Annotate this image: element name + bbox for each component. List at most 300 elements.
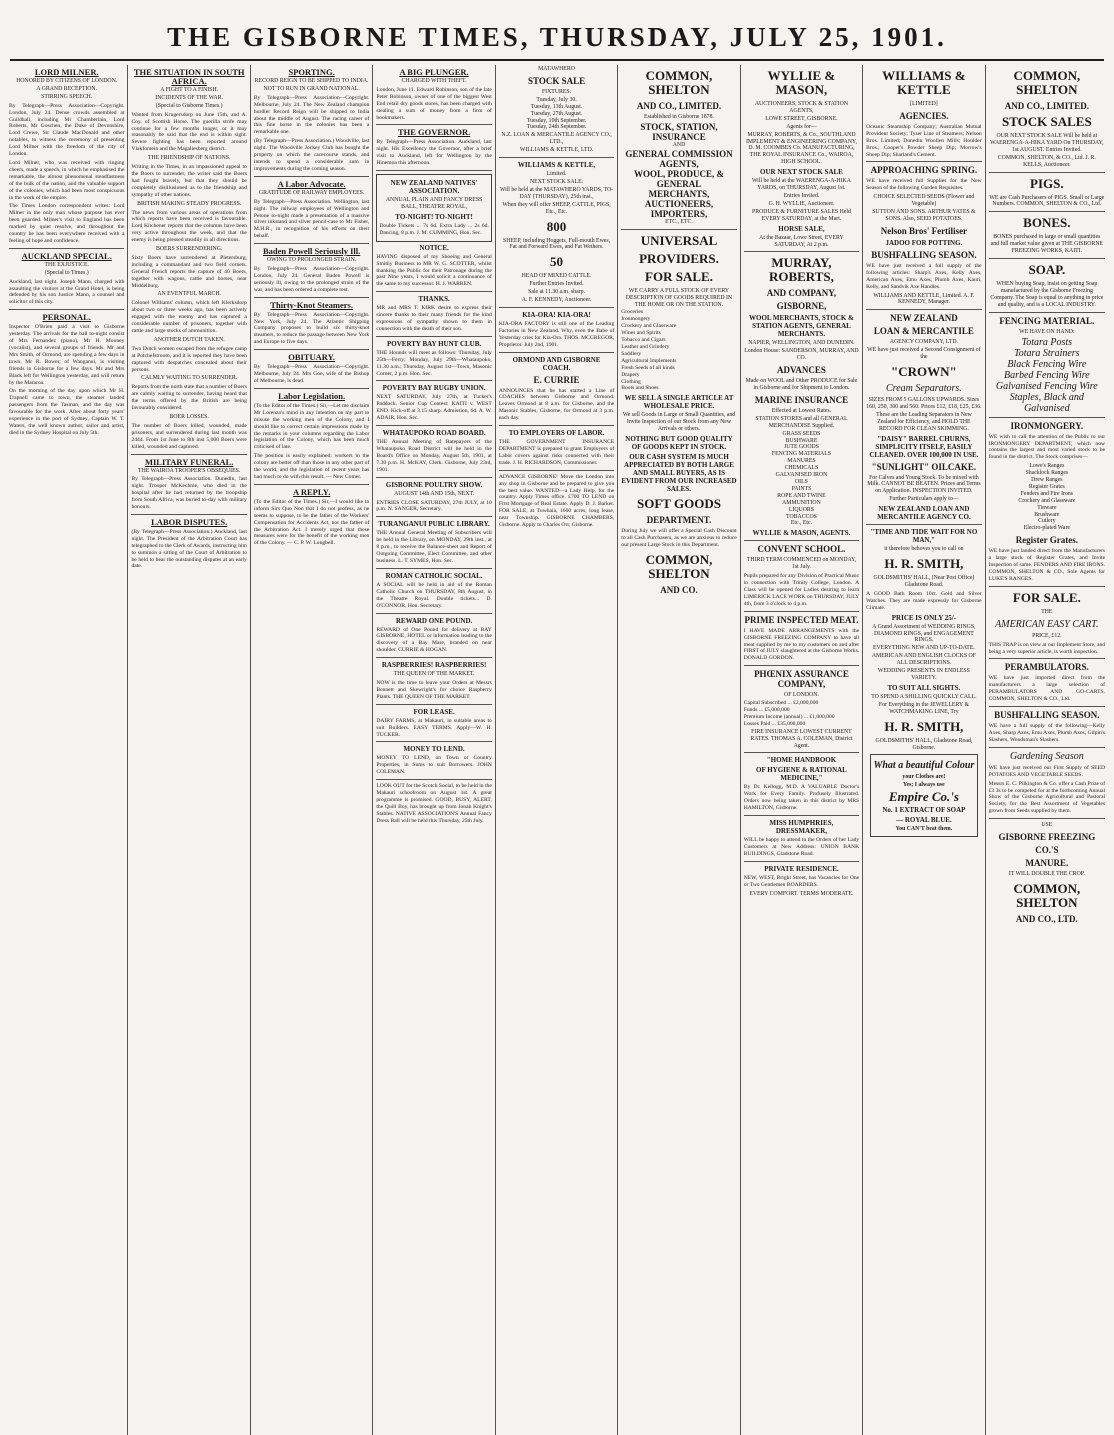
divider (866, 524, 981, 525)
ad-text: WE have just landed direct from the Manufacturers a large stock of Register Grates, and Invite Inspection of same. FENDERS AND FIRE IRONS. COMMON, SHELTON & CO., Sole Agents for LUKE'S RANGES. (988, 548, 1106, 582)
divider (254, 176, 369, 177)
ad-text: Limited. (546, 171, 567, 178)
divider (376, 336, 491, 337)
article-heading: THE SITUATION IN SOUTH AFRICA. (133, 67, 245, 86)
ad-heading: HORSE SALE, (778, 224, 825, 233)
ad-subheading: AND CO., LIMITED. (1004, 101, 1089, 111)
list-item: BUSHWARE (785, 437, 818, 444)
ad-text: A. F. KENNEDY, Auctioneer. (521, 297, 592, 304)
ad-text: WILL be happy to attend to the Orders of her Lady Customers at New Address: UNION BANK BUILDINGS, Gladstone Road. (743, 837, 860, 857)
list-item: Tobacco and Cigars (621, 337, 666, 344)
notice-date: TO-NIGHT! TO-NIGHT! (395, 212, 473, 221)
column-6 (618, 65, 740, 1435)
ad-text: These are the Leading Separators in New Zealand for Efficiency, and HOLD THE RECORD FOR CLEAN SKIMMING. (876, 411, 972, 432)
ad-footer: COMMON, SHELTON (1013, 880, 1081, 910)
article-subheading: INCIDENTS OF THE WAR. (155, 94, 224, 101)
list-item: Cutlery (1038, 518, 1056, 525)
advert-tagline: What a beautiful Colour (873, 760, 975, 772)
notice-body: A SOCIAL will be held in aid of the Roman Catholic Church on THURSDAY, 8th August, in the Theatre Royal. Double tickets... D. O'CONNOR, Hon. Secretary. (376, 581, 492, 609)
article-body: Auckland, last night. Joseph Mann, charged with assaulting the visitors at the Grand Hotel, is being defended by his son Justice Mann, a counsel and solicitor of this city. (9, 278, 125, 306)
article-subheading: ANOTHER DUTCH TAKEN. (153, 336, 225, 343)
ad-heading: CO.'S (1035, 845, 1059, 856)
divider (376, 568, 491, 569)
ad-text: WHEN buying Soap, insist on getting Soap manufactured by the Gisborne Freezing Company. The Soap is equal to anything in price and quality, and is a LOCAL INDUSTRY. (990, 281, 1104, 308)
notice-body: ENTRIES CLOSE SATURDAY, 27th JULY, at 10 p.m. N. SANGER, Secretary. (376, 499, 492, 513)
article-body: By Telegraph—Press Association. Wellington, last night. The railway employees of Wellington and Petone to-night made a presentation of a massive silver inkstand and silver pencil-case to Mr Fisher, M.H.R., in recognition of his efforts on their behalf. (253, 198, 370, 240)
ad-text: THE (1041, 608, 1053, 615)
ad-heading: IRONMONGERY. (1010, 420, 1084, 431)
list-item: GALVANISED IRON (775, 472, 828, 479)
list-item: Fresh Seeds of all kinds (621, 364, 675, 371)
column-1 (6, 65, 128, 1435)
goods-list (621, 309, 736, 392)
ad-text: TO SUIT ALL SIGHTS. (887, 683, 961, 692)
ad-subheading: AGENCY COMPANY, LTD. (889, 339, 958, 346)
list-item: Crockery and Glassware (1018, 497, 1076, 504)
ad-text: Pupils prepared for any Division of Practical Music in connection with Trinity College, London. A Class will be opened for Ladies desiring to learn LIMERICK LACE WORK on THURSDAY, JULY 4th, from 3 o'clock to 4 p.m. (743, 573, 860, 607)
article-subheading: THE WAIROA TROOPER'S OBSEQUIES. (138, 467, 241, 474)
divider (499, 157, 614, 158)
ad-text: THE GOVERNMENT INSURANCE DEPARTMENT is prepared to grant Employers of Labor covers against risks connected with their trade. J. H. RICHARDSON, Commissioner. (498, 439, 615, 466)
list-item: LIQUORS (788, 506, 814, 513)
business-list (621, 122, 736, 226)
list-item: Shacklock Ranges (1025, 470, 1069, 477)
ad-text: WE SELL A SINGLE ARTICLE AT WHOLESALE PRICE. (624, 394, 734, 411)
advert-tagline: You CAN'T beat them. (895, 826, 953, 833)
article-heading: PERSONAL. (42, 312, 91, 323)
article-body: Inspector O'Brien paid a visit to Gisborne yesterday. The arrivals for the ball to-night consist of Mrs Fernandez (piano), Mr H. Mooney (vocalist), and several groups of friends. Mr and Mrs Smith, of Ormond, are spending a few days in town. Mr R. Bower, of Wanganui, is visiting friends in Gisborne for a few days. Mr and Mrs Black left for Wellington yesterday, and will return by the Mararoa. (9, 324, 125, 386)
list-item: Galvanised Fencing Wire (995, 380, 1098, 392)
article-body: London, June 11. Edward Robinson, son of the late Peter Robinson, owner of one of the biggest West End retail dry goods stores, has been charged with stealing a sum of money from a firm of bookmakers. (376, 86, 492, 121)
article-subheading: A FIGHT TO A FINISH. (160, 87, 219, 93)
ad-text: WE wish to call the attention of the Public to our IRONMONGERY DEPARTMENT, which now contains the largest and most varied stock to be found in the district. The Stock comprises— (988, 433, 1106, 461)
divider (499, 425, 614, 426)
article-subheading: NOT TO RUN IN GRAND NATIONAL. (263, 85, 360, 92)
list-item: Tuesday, 10th September. (526, 117, 587, 124)
notice-title: MONEY TO LEND. (403, 745, 465, 754)
list-item: ROPE AND TWINE (777, 492, 826, 499)
ad-text: THIS TRAP is on view at our Implement Store, and being a very superior article, is worth inspection. (988, 641, 1106, 655)
ad-heading: AMERICAN EASY CART. (995, 618, 1099, 630)
ad-subheading: [LIMITED] (910, 101, 938, 107)
article-body: Reports from the north state that a number of Boers are calmly waiting to surrender, having heard that the terms offered by the British are being favourably considered. (131, 384, 247, 412)
article-body: (By Telegraph—Press Association.) Woodville, last night. The Woodville Jockey Club has bought the property on which the racecourse stands, and intends to spend a considerable sum in improvements during the coming season. (253, 138, 370, 172)
ad-text: Entries Invited. (783, 192, 820, 199)
empire-soap-advert (870, 754, 977, 837)
list-item: Clothing (621, 378, 641, 385)
ad-text: For Everything in the JEWELLERY & WATCHMAKING LINE, Try (878, 701, 969, 715)
ad-text: EVERY COMFORT. TERMS MODERATE. (749, 890, 854, 897)
ad-text: WILLIAMS & KETTLE, LTD. (519, 147, 594, 154)
ad-heading: Nelson Bros' Fertiliser (880, 225, 968, 236)
ad-text: Made on WOOL and Other PRODUCE for Sale in Gisborne and for Shipment to London. (745, 378, 858, 392)
ad-heading: "CROWN" (891, 364, 957, 380)
ad-heading: PRIME INSPECTED MEAT. (744, 614, 859, 625)
divider (866, 161, 981, 162)
ad-subheading: FIXTURES. (541, 88, 572, 95)
list-item: JUTE GOODS (783, 444, 819, 451)
divider (376, 657, 491, 658)
ad-text: Agents for— (786, 123, 817, 130)
ad-heading: E. CURRIE (533, 374, 580, 385)
divider (9, 248, 124, 249)
ad-text: MURRAY, ROBERTS, & Co., SOUTHLAND IMPLEMENT & ENGINEERING COMPANY, D. M. COOMBES Co. MANUFACTURING, THE ROYAL INSURANCE Co., WAIROA, HIGH SCHOOL. (745, 131, 857, 166)
ad-heading: "SUNLIGHT" OILCAKE. (871, 461, 977, 472)
article-heading: Baden Powell Seriously Ill. (262, 246, 361, 257)
ad-heading: SOAP. (1028, 262, 1066, 278)
article-body: Lord Milner, who was received with ringing cheers, made a speech, in which he emphasised the remarkable, the almost phenomenal steadfastness of the bulk of the nation, and the valuable support of the colonies, which had been most conspicuous in the work of the empire. (9, 159, 125, 201)
ad-text: IT WILL DOUBLE THE CROP. (1008, 871, 1085, 878)
divider (989, 747, 1105, 748)
divider (254, 349, 369, 350)
article-body: The position is easily explained: workers in the colony are better off than those in any other part of the world, and the legislation of recent years has had much to do with this result. — New Comer. (253, 453, 370, 480)
divider (376, 613, 491, 614)
ad-text: By Dr. Kellogg, M.D. A VALUABLE Doctor's Work for Every Family. Profusely Illustrated. Orders now being taken in this district by MRS HAMILTON, Gisborne. (743, 784, 860, 812)
ad-heading: MANURE. (1025, 858, 1069, 869)
ad-text: Messrs E. C. Pilkington & Co. offer a Cash Prize of £3 3s to be competed for at the forthcoming Annual Show of the Gisborne Agricultural and Pastoral Society, for the Best Assortment of Vegetables grown from Seeds supplied by them. (988, 780, 1106, 815)
divider (989, 211, 1105, 212)
ad-text: NEXT STOCK SALE. (529, 178, 584, 185)
list-item: Wines and Spirits (621, 330, 661, 337)
ad-subheading: AGENCIES. (899, 110, 949, 121)
ad-heading: OUR NEXT STOCK SALE (760, 168, 843, 177)
article-heading: Labor Legislation. (278, 390, 346, 401)
ad-heading: "DAISY" BARREL CHURNS, SIMPLICITY ITSELF, EASILY CLEANED. OVER 100,000 IN USE. (869, 434, 979, 459)
divider (989, 658, 1105, 659)
sale-dates (499, 97, 614, 132)
divider (744, 665, 859, 666)
divider (376, 380, 491, 381)
ad-text: CHOICE SELECTED SEEDS (Flower and Vegetable) (873, 194, 975, 208)
divider (744, 611, 859, 612)
ad-footer: WYLLIE & MASON, AGENTS. (752, 529, 851, 538)
notice-title: NOTICE. (419, 243, 449, 252)
ad-heading: PRIVATE RESIDENCE. (764, 864, 839, 873)
list-item: PAINTS (791, 485, 812, 492)
ad-subheading: AND COMPANY, (766, 288, 837, 299)
ad-text: BONES purchased in large or small quantities and full market value given at THE GISBORNE FREEZING WORKS, KAITI. (990, 234, 1104, 255)
masthead: THE GISBORNE TIMES, THURSDAY, JULY 25, 1901. (167, 22, 947, 52)
divider (254, 243, 369, 244)
ad-heading: ADVANCES (777, 365, 826, 376)
list-item: Totara Posts (1021, 336, 1073, 348)
notice-title: REWARD ONE POUND. (395, 616, 473, 625)
ad-text: STATION STORES and all GENERAL MERCHANDISE Supplied. (755, 415, 848, 429)
ad-text: USE (1041, 822, 1053, 829)
list-item: Tuesday, 13th August. (530, 103, 583, 110)
notice-body: DAIRY FARMS, at Makauri, in suitable areas to suit Builders. EASY TERMS. Apply—W. H. TUCKER. (376, 717, 492, 738)
article-heading: MILITARY FUNERAL. (144, 456, 234, 467)
article-subheading: BOERS SURRENDERING. (156, 246, 223, 253)
article-heading: LABOR DISPUTES. (151, 516, 228, 527)
divider (9, 309, 124, 310)
column-8 (863, 65, 985, 1435)
ad-heading: PHŒNIX ASSURANCE COMPANY, (754, 669, 849, 690)
assurance-figures (744, 700, 859, 728)
notice-body: HAVING disposed of my Shoeing and General Smithy Business to MR W. G. SCOTTER, whilst thanking the Public for their Patronage during the past Nine years, I would solicit a continuance of the same to my successor. H. J. WARREN. (376, 253, 492, 288)
list-item: Leather and Grindery (621, 343, 670, 350)
divider (989, 417, 1105, 418)
notice-title: POVERTY BAY RUGBY UNION. (382, 384, 486, 393)
ad-text: SHEEP, including Hoggets, Full-mouth Ewes, Fat and Forward Ewes, and Fat Wethers. (502, 237, 611, 251)
divider (376, 741, 491, 742)
divider (254, 297, 369, 298)
article-subheading: (Special to Gisborne Times.) (155, 102, 223, 109)
ad-heading: MARINE INSURANCE (754, 394, 849, 405)
column-4 (373, 65, 495, 1435)
divider (376, 170, 491, 171)
ball-notice (376, 174, 491, 242)
list-item: TOBACCOS (786, 513, 817, 520)
ad-subheading: OF LONDON. (784, 692, 819, 699)
divider (866, 309, 981, 310)
notice-title: NEW ZEALAND NATIVES' ASSOCIATION. (390, 179, 478, 196)
ad-footer: COMMON, SHELTON (645, 551, 713, 581)
notice-body: THE Annual General Meeting of Subscribers will be held in the Library, on MONDAY, 29th inst., at 8 p.m., to receive the Balance-sheet and Report of Outgoing Committee, Elect Committee, and other business. L. T. SYMES, Hon. Sec. (376, 530, 492, 564)
divider (744, 815, 859, 816)
list-item: Tuesday, July 30. (536, 96, 577, 103)
list-item: Totara Strainers (1014, 347, 1080, 359)
article-subheading: OWING TO PROLONGED STRAIN. (266, 257, 357, 264)
notice-body: LOOK OUT for the Scotch Social, to be held in the Makauri schoolroom on August 1st. A great programme is promised. GOOD, BUSY, ALERT, the Quill Boy, has brought up from Jonah Knight's Stables. NATIVE ASSOCIATION'S Annual Fancy Dress Ball will be held this Thursday, 25th July. (376, 783, 492, 824)
notice-body: MONEY TO LEND, on Town or Country Properties, in Sums to suit Borrowers. JOHN COLEMAN. (376, 755, 492, 776)
ad-text: At the Bazaar, Lowe Street, EVERY SATURDAY, At 2 p.m. (759, 234, 844, 248)
ad-subheading: LOWE STREET, GISBORNE. (765, 115, 838, 122)
ad-text: PRODUCE & FURNITURE SALES Held EVERY SATURDAY, at the Mart. (752, 208, 851, 222)
ad-heading: H. R. SMITH, (884, 556, 964, 572)
list-item: Ironmongery (621, 316, 651, 323)
article-body: Two Dutch women escaped from the refugee camp at Potchefstroom, and it is reported they have been captured with despatches concealed about their persons. (131, 345, 247, 373)
article-heading: AUCKLAND SPECIAL. (21, 250, 112, 261)
ad-text: TO SPEND A SHILLING QUICKLY CALL. (871, 693, 977, 700)
ad-text: SUTTON AND SONS. ARTHUR YATES & SONS. Also, SEED POTATOES. (872, 209, 976, 222)
list-item: Premium Income (annual) ... £1,000,000 (743, 713, 835, 720)
article-body: (By Telegraph—Press Association.) Auckland, last night. The President of the Arbitration Court has telegraphed to the Clerk of Awards, instructing him to summon a sitting of the Court of Arbitration to be held to hear the outstanding disputes at an early date. (131, 528, 247, 570)
list-item: AND (672, 141, 686, 148)
ad-heading: SOFT GOODS (637, 496, 721, 512)
ad-heading: STOCK SALE (527, 75, 586, 86)
list-item: Drapery (621, 371, 640, 378)
ad-heading: WILLIAMS & KETTLE, (517, 161, 596, 170)
ad-heading: LOAN & MERCANTILE (873, 326, 974, 337)
article-subheading: BRITISH MAKING STEADY PROGRESS. (137, 200, 242, 207)
list-item: Losses Paid ... £35,000,000 (743, 720, 806, 727)
notice-title: WHATAUPOKO ROAD BOARD. (382, 429, 486, 438)
ad-text: London House: SANDERSON, MURRAY, AND CO. (744, 348, 859, 362)
notice-subtitle: ANNUAL PLAIN AND FANCY DRESS BALL, THEATRE ROYAL, (385, 197, 483, 210)
columns (6, 65, 1108, 1435)
ad-heading: BUSHFALLING SEASON. (871, 249, 977, 260)
ad-text: GOLDSMITHS' HALL, Gladstone Road, Gisborne. (875, 737, 973, 751)
ad-text: AMERICAN AND ENGLISH CLOCKS OF ALL DESCRIPTIONS. (871, 653, 976, 667)
ad-big-number: 50 (550, 254, 564, 270)
notice-title: FOR LEASE. (413, 707, 455, 716)
ad-text: WE have just received a Second Consignment of the (867, 347, 981, 361)
ad-text: Further Particulars apply to— (889, 496, 959, 503)
notice-subtitle: AUGUST 14th AND 15th, NEXT. (394, 490, 475, 497)
article-body: Writing in the Times, in an impassioned appeal to the Boers to surrender, the writer said the Boers had fought bravely, but that they should be completely disillusioned as to the friendship and sympathy of other nations. (131, 164, 247, 198)
ad-subheading: AUCTIONEERS, STOCK & STATION AGENTS, (754, 101, 849, 114)
ad-heading: MURRAY, ROBERTS, (768, 255, 834, 285)
notice-body: THE Annual Meeting of Ratepayers of the Whataupoko Road District will be held in the Board's Office on Monday, August 5th, 1901, at 7.30 p.m. H. McKAY, Clerk. Gisborne, July 23rd, 1901. (376, 439, 492, 473)
article-body: The news from various areas of operations from which reports have been received is favourable. Lord Kitchener reports that the columns have been very active throughout the week, and that the enemy is being pressed steadily in all directions. (131, 209, 247, 244)
ad-text: Will be held at the MATAWHERO YARDS, TO-DAY (THURSDAY), 25th inst., (499, 186, 614, 200)
article-body: (To the Editor of the Times.) Sir,—Let me disclaim Mr Lorenzo's mind in any intention on my part to misuse the working men of the Colony, and I should like to correct certain impressions made by the remarks in your columns regarding the Labor legislation of the Colony, which has been much criticised of late. (253, 402, 370, 451)
article-body: By Telegraph—Press Association—Copyright. New York, July 24. The Atlantic Shipping Company proposes to build six thirty-knot steamers, to reduce the passage between New York and Europe to five days. (253, 311, 370, 346)
ad-text: For Calves and Young Stock. To be mixed with Milk. CANNOT BE BEATEN. Prices and Terms on Application. INSPECTION INVITED. (867, 474, 981, 495)
ad-heading: CONVENT SCHOOL. (757, 544, 846, 555)
ad-text: SIZES FROM 5 GALLONS UPWARDS. Sizes 160, 250, 300 and 560. Prices £12, £18, £25, £36. (866, 397, 982, 410)
ad-text: NAPIER, WELLINGTON, AND DUNEDIN. (748, 340, 855, 347)
list-item: OILS (795, 479, 808, 485)
ad-text: When they will offer SHEEP, CATTLE, PIGS, Etc., Etc. (502, 201, 611, 215)
list-item: WOOL, PRODUCE, & GENERAL (633, 168, 724, 189)
ad-text: NOTHING BUT GOOD QUALITY OF GOODS KEPT IN STOCK. (625, 435, 733, 452)
ad-heading: PERAMBULATORS. (1004, 662, 1089, 673)
article-heading: LORD MILNER. (34, 67, 99, 77)
article-subheading: A GRAND RECEPTION. (36, 85, 98, 92)
divider (621, 229, 736, 230)
advert-tagline: Yes; I always use (903, 782, 945, 789)
list-item: FENCING MATERIALS (771, 451, 831, 458)
ad-text: NEW, WEST, Bright Street, has Vacancies for One or Two Gentlemen BOARDERS. (743, 874, 860, 888)
article-subheading: (Special to Times.) (44, 269, 89, 276)
ad-heading: FENCING MATERIAL. (999, 315, 1095, 326)
ad-heading: "HOME HANDBOOK (766, 756, 837, 765)
advert-tagline: your Clothes are! (902, 774, 946, 781)
list-item: MERCHANTS, (648, 188, 710, 199)
ad-text: WE have a full supply of the following—Kelly Axes, Sharp Axes, Emu Axes, Plumb Axes, Gilpin's Slashers, Woodsman's Slashers. (988, 723, 1106, 743)
article-body: The number of Boers killed, wounded, made prisoners, and surrendered during last month was 2444. From 1st June to 8th inst 5,000 Boers were killed, wounded and captured. (131, 422, 247, 450)
ad-heading: H. R. SMITH, (884, 718, 964, 734)
ad-text: FIRE INSURANCE LOWEST CURRENT RATES. THOMAS A. COLEMAN, District Agent. (750, 728, 853, 749)
divider (989, 312, 1105, 313)
divider (376, 516, 491, 517)
notice-title: POVERTY BAY HUNT CLUB. (387, 339, 482, 348)
ad-text: WE CARRY A FULL STOCK OF EVERY DESCRIPTION OF GOODS REQUIRED IN THE HOME OR ON THE STATION. (625, 287, 733, 308)
notice-subtitle: THE QUEEN OF THE MARKET. (393, 671, 475, 678)
list-item: Register Grates (1028, 483, 1065, 490)
ad-text: WE have received full Supplies for the New Season of the following Garden Requisites. (866, 178, 982, 192)
ad-text: N.Z. LOAN & MERCANTILE AGENCY CO., LTD., (501, 132, 612, 146)
article-body: By Telegraph—Press Association—Copyright. London, July 24. Dense crowds assembled at Guildhall, including Mr Chamberlain, Lord Roberts, Mr Goschen, the Duke of Devonshire, Lord Crewe, Sir Claude MacDonald and other notables, to witness the ceremony of presenting Lord Milner with the freedom of the city of London. (9, 102, 125, 158)
notice-title: TURANGANUI PUBLIC LIBRARY. (378, 520, 490, 529)
ad-text: WEDDING PRESENTS IN ENDLESS VARIETY. (877, 668, 970, 681)
ad-text: I HAVE MADE ARRANGEMENTS with the GISBORNE FREEZING COMPANY to have all meat supplied by me to my customers on and after FIRST of JULY slaughtered at the Gisborne Works. DONALD GORDON. (743, 627, 860, 662)
column-3 (251, 65, 373, 1435)
ad-subheading: WE HAVE ON HAND: (1019, 328, 1075, 335)
ad-text: PRICE IS ONLY 25/- (891, 613, 957, 622)
ad-heading: BUSHFALLING SEASON. (994, 710, 1100, 721)
divider (989, 586, 1105, 587)
ad-heading: GISBORNE FREEZING (998, 832, 1096, 843)
article-body: By Telegraph—Press Association. Auckland, last night. His Excellency the Governor, after a brief visit to Auckland, left for Wellington by the Hinemoa this afternoon. (376, 139, 492, 167)
ad-text: PRICE, £12. (1032, 632, 1062, 639)
ad-text: A GOOD Bath Room 10ct. Gold and Silver Watches. They are made expressly for Gisborne Climate. (866, 590, 982, 611)
divider (376, 477, 491, 478)
ad-heading: JADOO FOR POTTING. (885, 238, 963, 247)
ironmongery-list (989, 463, 1105, 532)
article-body: On the morning of the day upon which Mr H. Trapnell came to town, the steamer landed passengers from the Tasman, and the day was favourable for the work. After about forty years' experience in the port of Sydney, Captain W. T. Waters, the well known author, sailor and artist, died in the Sydney Hospital on July 5th. (9, 388, 125, 436)
list-item: Crockery and Glassware (621, 323, 677, 330)
ad-text: Sale at 11.30 a.m. sharp. (528, 289, 585, 296)
divider (131, 454, 246, 455)
article-subheading: STIRRING SPEECH. (41, 93, 93, 100)
list-item: Funds ... £5,000,000 (743, 707, 790, 714)
list-item: Tuesday, 27th August. (530, 110, 583, 117)
notice-body: MR and MRS T. KIRK desire to express their sincere thanks to their many friends for the kind expressions of sympathy shown to them in connection with the death of their son. (376, 305, 492, 332)
article-body: By Telegraph—Press Association—Copyright. London, July 24. General Baden Powell is seriously ill, owing to the prolonged strain of the war, and has been ordered a complete rest. (253, 266, 370, 293)
ad-heading: Cream Separators. (886, 383, 962, 395)
ad-text: NEW ZEALAND LOAN AND MERCANTILE AGENCY CO. (877, 505, 971, 522)
list-item: Tuesday, 24th September. (526, 124, 587, 131)
ad-footer: AND CO. (660, 584, 698, 595)
article-subheading: HONORED BY CITIZENS OF LONDON. (16, 78, 118, 84)
ad-text: Will be held at the WAERENGA-A-HIKA YARDS, on THURSDAY, August 1st. (751, 178, 851, 192)
list-item: Groceries (621, 309, 644, 316)
article-body: Wanted from Krugersdorp on June 15th, and A. Coy. of Scottish Horse. The guerilla strife may continue for a few months longer, or it may reasonably be said that the end is within sight. Severe fighting has been reported around Vlakfontein and the Magaliesberg district. (131, 111, 247, 153)
article-body: By Telegraph—Press Association—Copyright. Melbourne, July 24. Mrs Goe, wife of the Bishop of Melbourne, is dead. (253, 364, 370, 384)
empire-logo: Empire Co.'s (888, 789, 959, 805)
divider (744, 752, 859, 753)
list-item: Etc., Etc. (790, 520, 813, 527)
list-item: Brushware (1034, 511, 1060, 518)
ad-big-number: 800 (546, 218, 567, 234)
ad-text: During July we will offer a Special Cash Discount to all Cash Purchasers, as we are anxious to reduce our present Large Stock in this Department. (621, 528, 737, 548)
masthead-rule (10, 59, 1104, 61)
ad-heading: Gardening Season (1009, 750, 1084, 762)
ad-text: We sell Goods in Large or Small Quantities, and Invite Inspection of our Stock from any New Arrivals or others. (622, 412, 736, 433)
ad-heading: UNIVERSAL (640, 232, 718, 248)
ad-heading: NEW ZEALAND (890, 313, 958, 324)
ad-text: ADVANCE GISBORNE! Move the London into any shop in Gisborne and be prepared to give you the best value. WANTED—a Lady Help, for the country. Apply Times office. £700 TO LEND on First Mortgage of Real Estate. Apply D. J. Barker. FOR SALE, at Tuwhaia, 1600 acres, long lease, near Township. GISBORNE CHAMBERS, Gisborne. Apply to Charles Orr, Gisborne. (498, 473, 615, 529)
divider (376, 291, 491, 292)
list-item: Staples, Black and Galvanised (1009, 391, 1084, 414)
article-subheading: AN EVENTFUL MARCH. (157, 291, 222, 298)
notice-body: REWARD of One Pound for delivery at BAY GISBORNE, HOTEL or information leading to the discovery of a Bay Mare, branded on near shoulder. CURRIE & HOGAN. (376, 626, 492, 654)
ad-heading: COMMON, SHELTON (1013, 68, 1081, 97)
article-subheading: BOER LOSSES. (169, 413, 209, 420)
ad-heading: MISS HUMPHRIES, DRESSMAKER, (769, 819, 834, 836)
advert-product: No. 1 EXTRACT OF SOAP (882, 806, 966, 815)
notice-body: NOW is the time to leave your Orders at Messrs Bennett and Skewright's for choice Raspberry Plants. THE QUEEN OF THE MARKET. (376, 680, 492, 700)
ad-text: it therefore behoves you to call on (884, 546, 964, 553)
column-9 (986, 65, 1108, 1435)
article-body: The Times London correspondent writes: Lord Milner in the only man whose purpose has ever been guarded. Milner's visit to England has been marked by quiet resolve, and throughout the country he has been everywhere received with a feeling of hope and confidence. (9, 203, 125, 244)
ad-heading: MATAWHERO (538, 66, 575, 72)
list-item: MANURES (787, 458, 816, 465)
article-subheading: RECORD REIGN TO BE SHIPPED TO INDIA. (254, 78, 369, 84)
ad-text: COMMON, SHELTON, & CO., Ltd. J. R. KELLS, Auctioneer. (997, 154, 1096, 168)
article-body: By Telegraph—Press Association. Dunedin, last night. Trooper McKechnie, who died in the hospital after he had returned by the troopship from South Africa, was buried to-day with military honours. (131, 476, 247, 511)
ad-text: WE have just imported direct from the manufacturers a large selection of PERAMBULATORS AND GO-CARTS. COMMON, SHELTON & CO., Ltd. (988, 675, 1106, 703)
ad-heading: FOR SALE. (1012, 589, 1081, 605)
article-body: Colonel Williams' column, which left Klerksdorp about two or three weeks ago, has been actively engaged with the enemy and has captured a considerable number of prisoners, together with cattle and large stocks of ammunition. (131, 300, 247, 334)
list-item: Electro-plated Ware (1023, 525, 1070, 532)
divider (376, 124, 491, 125)
ad-text: OUR CASH SYSTEM IS MUCH APPRECIATED BY BOTH LARGE AND SMALL BUYERS, AS IS EVIDENT FROM OUR INCREASED SALES. (621, 453, 737, 494)
notice-title: THANKS. (418, 295, 450, 304)
list-item: Tinware (1037, 504, 1057, 511)
article-subheading: THE FRIENDSHIP OF NATIONS. (147, 155, 231, 162)
article-body: By Telegraph—Press Association—Copyright. Melbourne, July 24. The New Zealand champion hurdler Record Reign will be shipped to India about the middle of August. The racing career of this fine horse in the colonies has been a remarkable one. (253, 94, 370, 136)
ad-subheading: AND CO., LIMITED. (636, 101, 722, 111)
article-body: (To the Editor of the Times.) Sir,—I would like to inform Sirs Quo Non that I do not profess, as he seems to suppose, to be the father of the Workers' Compensation for Accidents Act, nor the father of the Arbitration Act. I merely urged that these measures were for the benefit of the working men of the Colony. — C. P. W. Longbell. (253, 498, 370, 547)
divider (744, 251, 859, 252)
column-2 (128, 65, 250, 1435)
ad-subheading: DEPARTMENT. (646, 515, 712, 526)
divider (499, 352, 614, 353)
